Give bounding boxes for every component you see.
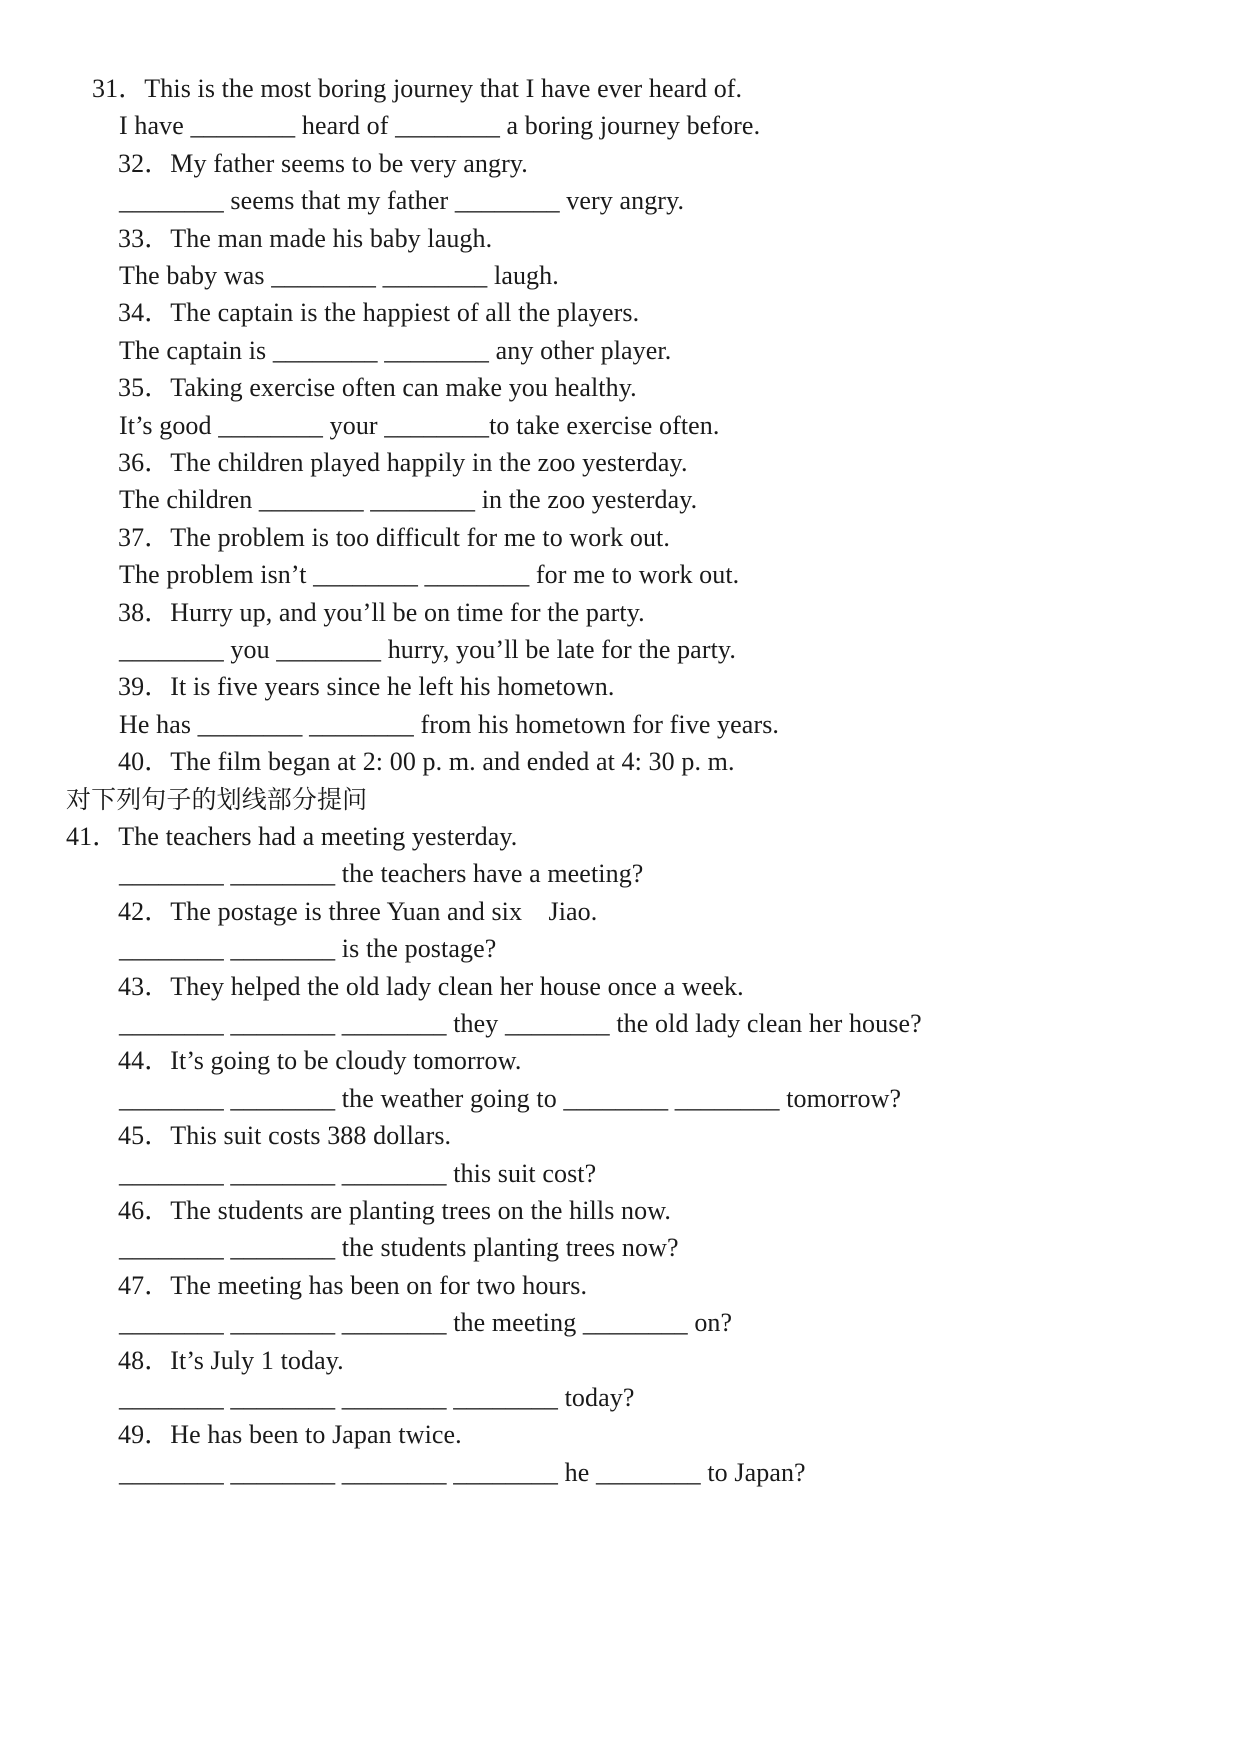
question-line: 37．The problem is too difficult for me to work out. bbox=[118, 523, 670, 552]
answer-line: He has ________ ________ from his hometown for five years. bbox=[119, 710, 780, 739]
question-line: 38．Hurry up, and you’ll be on time for the party. bbox=[118, 598, 645, 627]
answer-line: ________ ________ ________ the meeting ________ on? bbox=[119, 1308, 733, 1337]
answer-line: ________ ________ the weather going to ________ ________ tomorrow? bbox=[119, 1084, 902, 1113]
question-line: 41．The teachers had a meeting yesterday. bbox=[66, 822, 518, 851]
question-line: 48．It’s July 1 today. bbox=[118, 1346, 344, 1375]
question-line: 43．They helped the old lady clean her house once a week. bbox=[118, 972, 744, 1001]
question-line: 31．This is the most boring journey that I have ever heard of. bbox=[92, 74, 743, 103]
question-line: 46．The students are planting trees on the hills now. bbox=[118, 1196, 672, 1225]
question-line: 33．The man made his baby laugh. bbox=[118, 224, 493, 253]
question-line: 39．It is five years since he left his hometown. bbox=[118, 672, 615, 701]
question-line: 40．The film began at 2: 00 p. m. and ended at 4: 30 p. m. bbox=[118, 747, 735, 776]
answer-line: ________ ________ is the postage? bbox=[119, 934, 497, 963]
section-heading: 对下列句子的划线部分提问 bbox=[66, 785, 368, 814]
answer-line: ________ ________ ________ ________ today? bbox=[119, 1383, 635, 1412]
question-line: 49．He has been to Japan twice. bbox=[118, 1420, 462, 1449]
answer-line: It’s good ________ your ________to take exercise often. bbox=[119, 411, 720, 440]
question-line: 34．The captain is the happiest of all the players. bbox=[118, 298, 640, 327]
answer-line: The children ________ ________ in the zoo yesterday. bbox=[119, 485, 698, 514]
answer-line: ________ ________ ________ this suit cost? bbox=[119, 1159, 597, 1188]
answer-line: The problem isn’t ________ ________ for me to work out. bbox=[119, 560, 740, 589]
answer-line: ________ ________ the students planting trees now? bbox=[119, 1233, 679, 1262]
question-line: 42．The postage is three Yuan and six Jiao. bbox=[118, 897, 598, 926]
answer-line: ________ ________ ________ they ________ the old lady clean her house? bbox=[119, 1009, 922, 1038]
answer-line: The baby was ________ ________ laugh. bbox=[119, 261, 559, 290]
answer-line: ________ ________ the teachers have a meeting? bbox=[119, 859, 644, 888]
question-line: 36．The children played happily in the zoo yesterday. bbox=[118, 448, 688, 477]
question-line: 32．My father seems to be very angry. bbox=[118, 149, 528, 178]
question-line: 47．The meeting has been on for two hours. bbox=[118, 1271, 588, 1300]
question-line: 35．Taking exercise often can make you healthy. bbox=[118, 373, 637, 402]
answer-line: ________ ________ ________ ________ he ________ to Japan? bbox=[119, 1458, 806, 1487]
question-line: 44．It’s going to be cloudy tomorrow. bbox=[118, 1046, 522, 1075]
question-line: 45．This suit costs 388 dollars. bbox=[118, 1121, 452, 1150]
answer-line: I have ________ heard of ________ a boring journey before. bbox=[119, 111, 761, 140]
answer-line: The captain is ________ ________ any other player. bbox=[119, 336, 672, 365]
answer-line: ________ you ________ hurry, you’ll be late for the party. bbox=[119, 635, 736, 664]
answer-line: ________ seems that my father ________ very angry. bbox=[119, 186, 685, 215]
